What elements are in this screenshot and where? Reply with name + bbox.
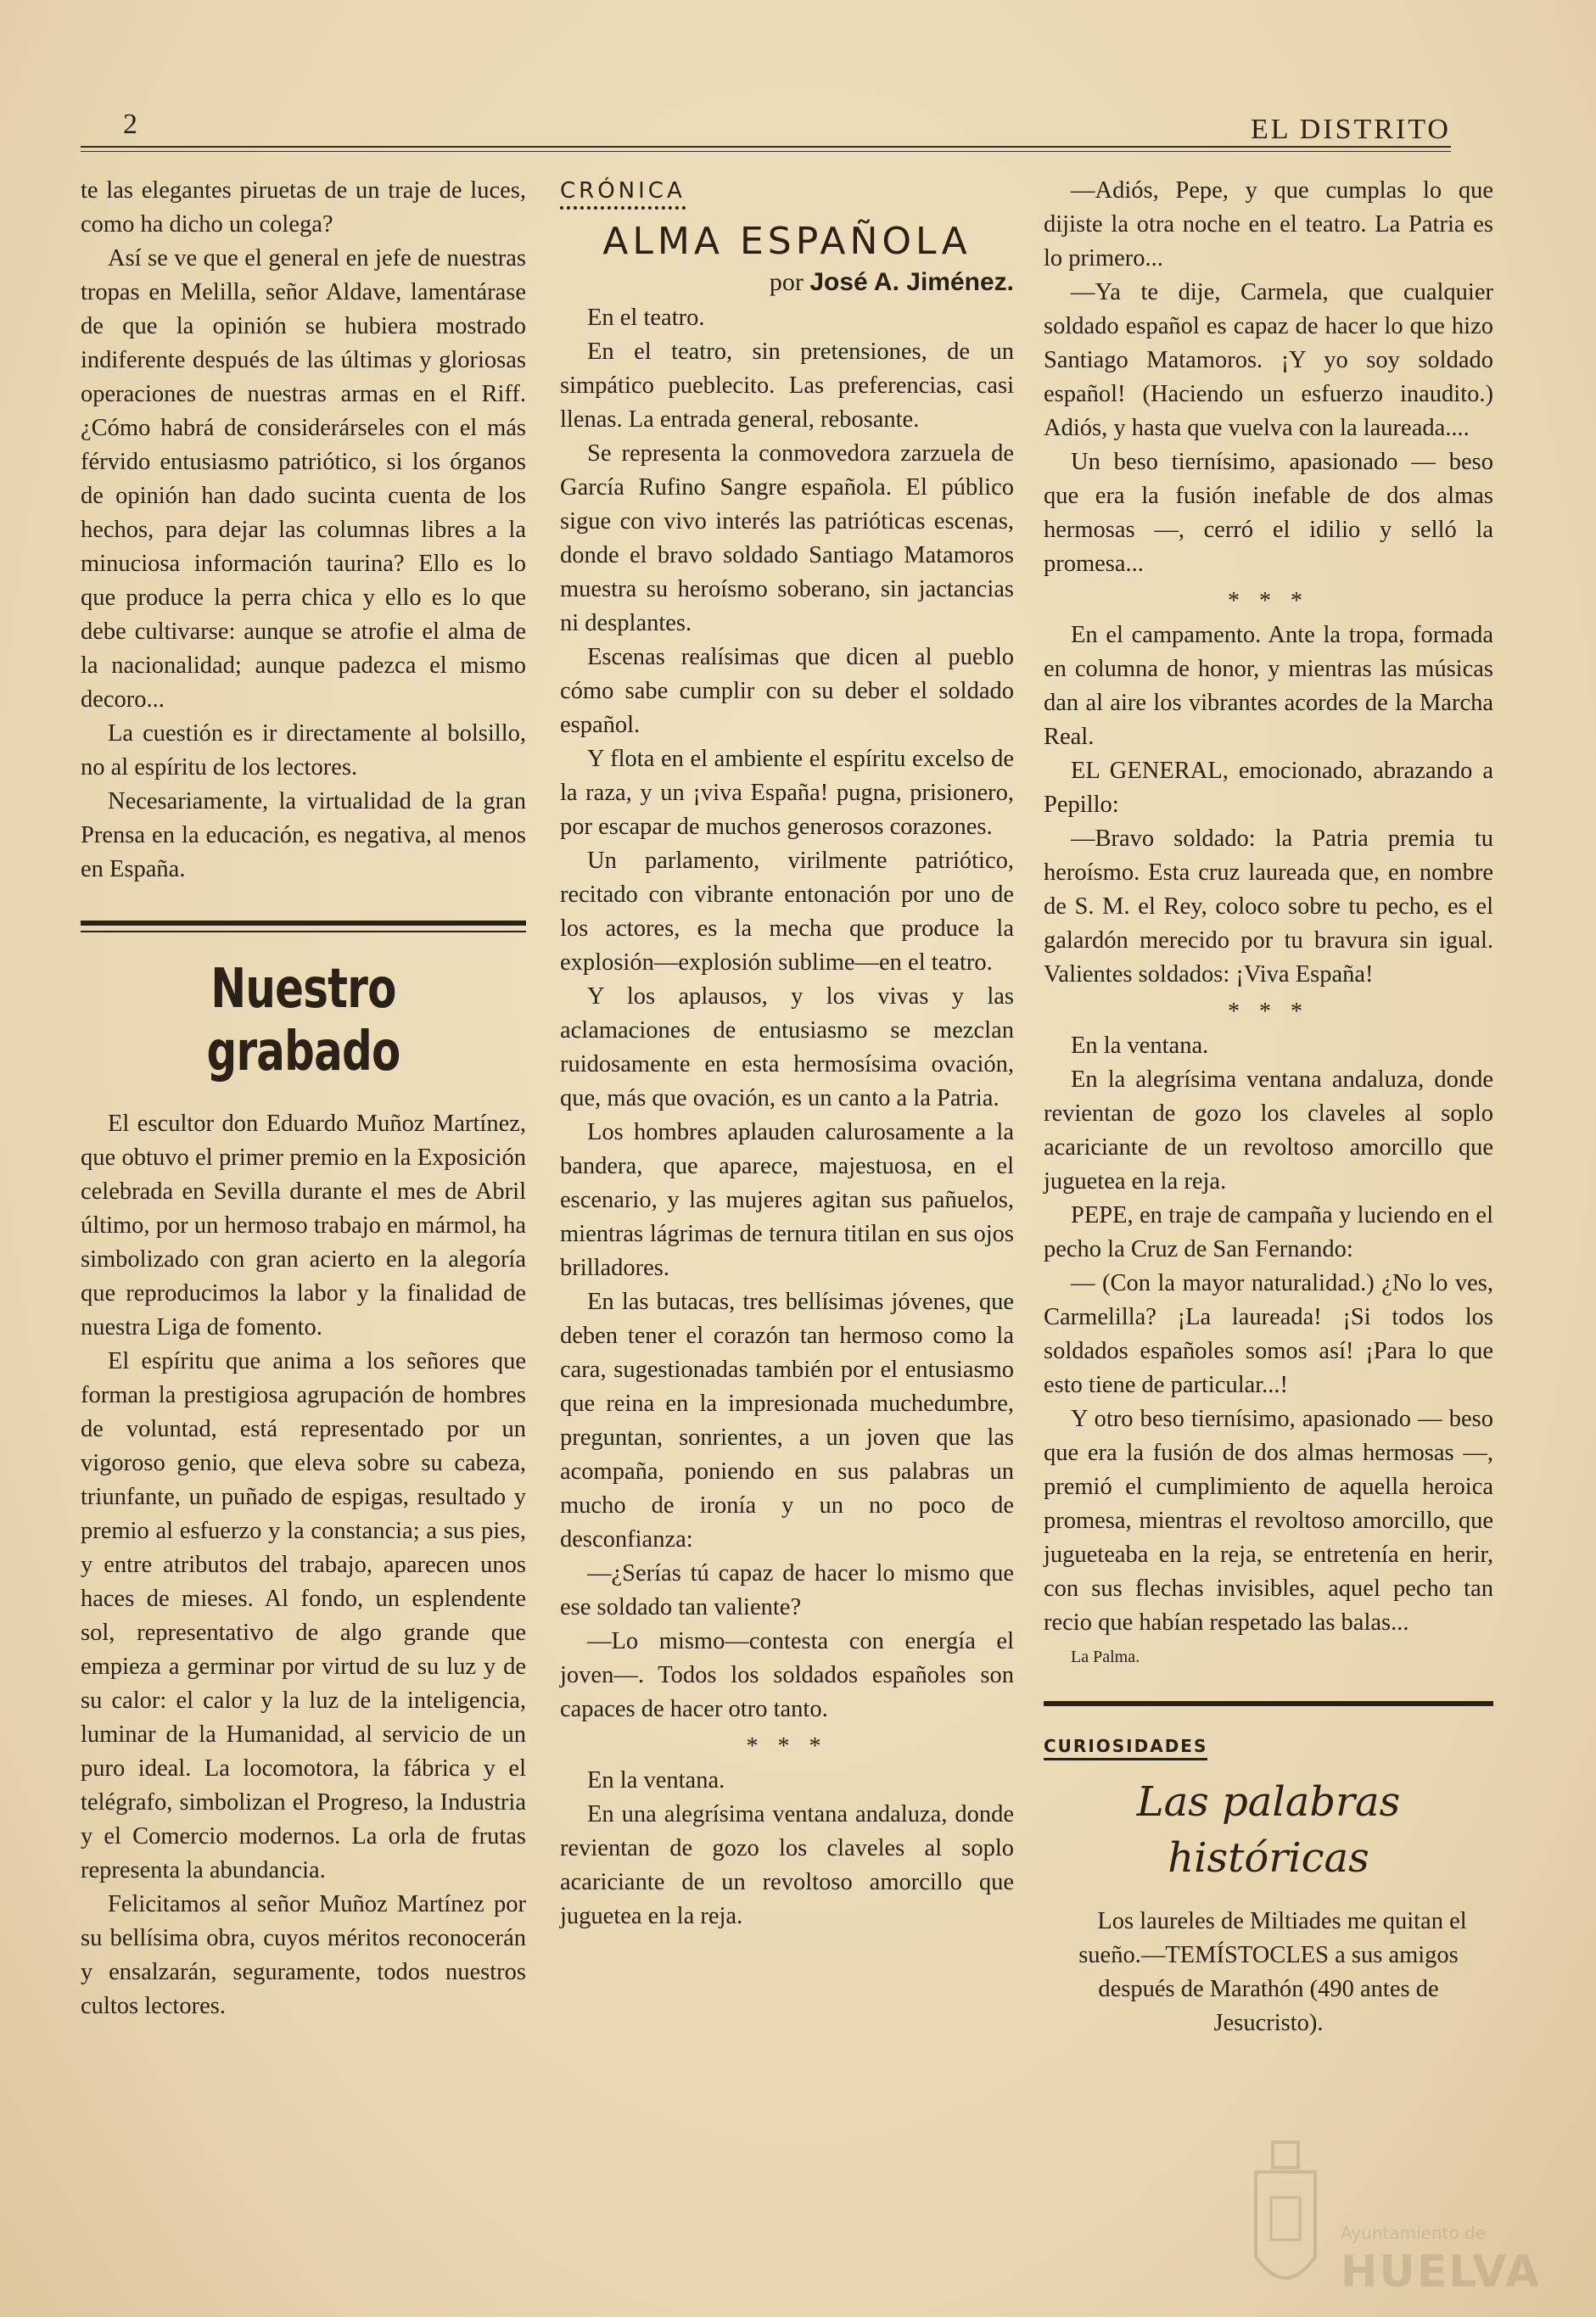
article-signature: La Palma.: [1071, 1648, 1140, 1666]
article-paragraph: En la ventana.: [1071, 1033, 1209, 1059]
article-paragraph: Escenas realísimas que dicen al pueblo cómo sabe cumplir con su deber el soldado español.: [560, 644, 1014, 738]
watermark-line2: HUELVA: [1341, 2247, 1542, 2297]
column-middle: [560, 174, 1014, 1934]
article-paragraph: En el campamento. Ante la tropa, formada en columna de honor, y mientras las músicas dan al aire los vibrantes acordes de la Marcha Real.: [1044, 622, 1493, 750]
header-rule-thin: [81, 151, 1451, 152]
section-stars: * * *: [1228, 999, 1309, 1025]
article-paragraph: Los hombres aplauden calurosamente a la bandera, que aparece, majestuosa, en el escenario, y las mujeres agitan sus pañuelos, mientras lágrimas de ternura titilan en sus ojos brilladores.: [560, 1119, 1014, 1281]
article-paragraph: Felicitamos al señor Muñoz Martínez por su bellísima obra, cuyos méritos reconocerán y ensalzarán, seguramente, todos nuestros cultos lectores.: [81, 1891, 526, 2019]
article-paragraph: Y otro beso tiernísimo, apasionado — beso que era la fusión de dos almas hermosas —, premió el cumplimiento de aquella heroica promesa, mientras el revoltoso amorcillo, que jugueteaba en la reja, se entretenía en herir, con sus flechas invisibles, aquel pecho tan recio que habían respetado las balas...: [1044, 1406, 1493, 1636]
article-paragraph: —Bravo soldado: la Patria premia tu heroísmo. Esta cruz laureada que, en nombre de S. M. el Rey, coloco sobre tu pecho, es el galardón merecido por tu bravura sin igual. Valientes soldados: ¡Viva España!: [1044, 826, 1493, 988]
article-paragraph: —Ya te dije, Carmela, que cualquier soldado español es capaz de hacer lo que hizo Santiago Matamoros. ¡Y yo soy soldado español! (Haciendo un esfuerzo inaudito.) Adiós, y hasta que vuelva con la laureada....: [1044, 279, 1493, 441]
section-stars: * * *: [1228, 588, 1309, 614]
article-paragraph: Un beso tiernísimo, apasionado — beso que era la fusión inefable de dos almas hermosas —, cerró el idilio y selló la promesa...: [1044, 449, 1493, 577]
article-paragraph: El espíritu que anima a los señores que forman la prestigiosa agrupación de hombres de voluntad, está representado por un vigoroso genio, que eleva sobre su cabeza, triunfante, un puñado de espigas, resultado y premio al esfuerzo y la constancia; a sus pies, y entre atributos del trabajo, aparecen unos haces de mieses. Al fondo, un esplendente sol, representativo de algo grande que empieza a germinar por virtud de su luz y de su calor: el calor y la luz de la inteligencia, luminar de la Humanidad, al servicio de un puro ideal. La locomotora, la fábrica y el telégrafo, simbolizan el Progreso, la Industria y el Comercio modernos. La orla de frutas representa la abundancia.: [81, 1348, 526, 1883]
coat-of-arms-icon: [1247, 2138, 1324, 2299]
article-paragraph: Necesariamente, la virtualidad de la gran Prensa en la educación, es negativa, al menos en España.: [81, 788, 526, 882]
article-paragraph: En la alegrísima ventana andaluza, donde revientan de gozo los claveles al soplo acariciante de un revoltoso amorcillo que juguetea en la reja.: [1044, 1066, 1493, 1195]
article-paragraph: Y flota en el ambiente el espíritu excelso de la raza, y un ¡viva España! pugna, prisionero, por escapar de muchos generosos corazones.: [560, 746, 1014, 840]
article-paragraph: En el teatro, sin pretensiones, de un simpático pueblecito. Las preferencias, casi llenas. La entrada general, rebosante.: [560, 339, 1014, 433]
column-right: [1044, 174, 1493, 2040]
archive-watermark: [1230, 2138, 1542, 2308]
page-header: [81, 109, 1451, 151]
article-paragraph: La cuestión es ir directamente al bolsillo, no al espíritu de los lectores.: [81, 720, 526, 781]
byline-por: por: [769, 268, 804, 296]
historical-quote: Los laureles de Miltiades me quitan el sueño.—TEMÍSTOCLES a sus amigos después de Marathón (490 antes de Jesucristo).: [1078, 1908, 1467, 2036]
byline: [560, 266, 1014, 299]
article-paragraph: El escultor don Eduardo Muñoz Martínez, que obtuvo el primer premio en la Exposición celebrada en Sevilla durante el mes de Abril último, por un hermoso trabajo en mármol, ha simbolizado con gran acierto en la alegoría que reproducimos la labor y la finalidad de nuestra Liga de fomento.: [81, 1111, 526, 1340]
article-paragraph: EL GENERAL, emocionado, abrazando a Pepillo:: [1044, 758, 1493, 818]
grabado-title: Nuestro grabado: [206, 958, 400, 1083]
article-paragraph: —¿Serías tú capaz de hacer lo mismo que ese soldado tan valiente?: [560, 1560, 1014, 1620]
article-paragraph: Y los aplausos, y los vivas y las aclamaciones de entusiasmo se mezclan ruidosamente en esta hermosísima ovación, que, más que ovación, es un canto a la Patria.: [560, 983, 1014, 1111]
article-paragraph: —Adiós, Pepe, y que cumplas lo que dijiste la otra noche en el teatro. La Patria es lo primero...: [1044, 177, 1493, 271]
page-number: 2: [123, 109, 137, 140]
article-paragraph: —Lo mismo—contesta con energía el joven—. Todos los soldados españoles son capaces de hacer otro tanto.: [560, 1628, 1014, 1722]
article-paragraph: te las elegantes piruetas de un traje de luces, como ha dicho un colega?: [81, 177, 526, 238]
cronica-label: CRÓNICA: [560, 176, 686, 210]
section-stars: * * *: [746, 1733, 828, 1760]
article-paragraph: Un parlamento, virilmente patriótico, recitado con vibrante entonación por uno de los actores, es la mecha que produce la explosión—explosión sublime—en el teatro.: [560, 848, 1014, 976]
section-divider-thin: [81, 931, 526, 932]
article-paragraph: — (Con la mayor naturalidad.) ¿No lo ves, Carmelilla? ¡La laureada! ¡Si todos los soldados españoles somos así! ¡Para lo que esto tiene de particular...!: [1044, 1270, 1493, 1398]
header-rule: [81, 146, 1451, 148]
byline-author: José A. Jiménez.: [809, 268, 1014, 296]
article-paragraph: En la ventana.: [587, 1767, 725, 1794]
watermark-line1: Ayuntamiento de: [1341, 2223, 1487, 2243]
curiosidades-label: CURIOSIDADES: [1044, 1734, 1207, 1760]
article-paragraph: Se representa la conmovedora zarzuela de García Rufino Sangre española. El público sigue con vivo interés las patrióticas escenas, donde el bravo soldado Santiago Matamoros muestra su heroísmo soberano, sin jactancias ni desplantes.: [560, 440, 1014, 636]
column-left: [81, 174, 526, 2023]
section-divider: [1044, 1701, 1493, 1706]
article-paragraph: En el teatro.: [587, 305, 705, 331]
article-title: ALMA ESPAÑOLA: [602, 220, 972, 263]
article-paragraph: PEPE, en traje de campaña y luciendo en el pecho la Cruz de San Fernando:: [1044, 1202, 1493, 1262]
curiosidades-title: Las palabras históricas: [1136, 1778, 1401, 1882]
article-paragraph: En una alegrísima ventana andaluza, donde revientan de gozo los claveles al soplo acariciante de un revoltoso amorcillo que juguetea en la reja.: [560, 1801, 1014, 1929]
article-paragraph: Así se ve que el general en jefe de nuestras tropas en Melilla, señor Aldave, lamentárase de que la opinión se hubiera mostrado indiferente después de las últimas y gloriosas operaciones de nuestras armas en el Riff. ¿Cómo habrá de considerárseles con el más férvido entusiasmo patriótico, si los órganos de opinión han dado sucinta cuenta de los hechos, para dejar las columnas libres a la minuciosa información taurina? Ello es lo que produce la perra chica y ello es lo que debe cultivarse: aunque se atrofie el alma de la nacionalidad; aunque padezca el mismo decoro...: [81, 245, 526, 713]
section-divider: [81, 921, 526, 926]
article-paragraph: En las butacas, tres bellísimas jóvenes, que deben tener el corazón tan hermoso como la cara, sugestionadas también por el entusiasmo que reina en la impresionada muchedumbre, preguntan, sonrientes, a un joven que las acompaña, poniendo en sus palabras un mucho de ironía y un no poco de desconfianza:: [560, 1289, 1014, 1553]
newspaper-name: EL DISTRITO: [1250, 114, 1451, 145]
